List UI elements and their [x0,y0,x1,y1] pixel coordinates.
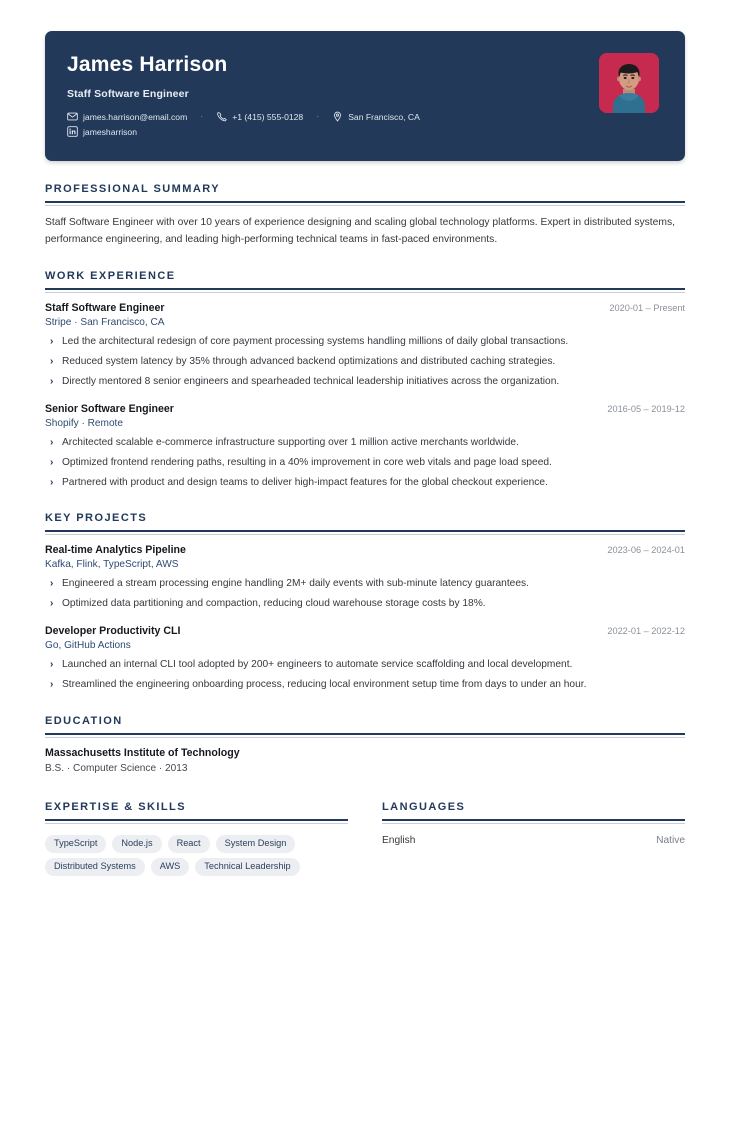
entry-role: Staff Software Engineer [45,302,165,315]
section-work-experience [45,270,685,490]
section-skills [45,801,348,876]
work-entry [45,302,685,389]
section-rule [45,288,685,293]
bullet-item [45,475,685,491]
project-entry [45,625,685,693]
chevron-right-icon: › [50,598,54,610]
section-rule [45,530,685,535]
contact-phone[interactable] [216,111,303,122]
chevron-right-icon: › [50,376,54,388]
contact-location [332,111,420,122]
contact-phone-text: +1 (415) 555-0128 [232,111,304,122]
entry-bullets [45,435,685,490]
bullet-text: Launched an internal CLI tool adopted by 200+ engineers to automate service scaffolding and local development. [62,658,573,670]
entry-bullets [45,334,685,389]
chevron-right-icon: › [50,658,54,670]
skill-pill: Technical Leadership [195,858,299,876]
language-name: English [382,834,416,846]
section-title-education: EDUCATION [45,714,123,727]
bullet-text: Architected scalable e-commerce infrastructure supporting over 1 million active merchants worldwide. [62,436,519,448]
entry-header [45,403,685,415]
envelope-icon [67,111,78,122]
section-professional-summary [45,183,685,248]
bullet-text: Optimized data partitioning and compaction, reducing cloud warehouse storage costs by 18%. [62,598,486,610]
language-level: Native [656,834,685,846]
section-key-projects [45,512,685,692]
bullet-item [45,455,685,471]
contact-separator: · [200,111,204,122]
bullet-text: Engineered a stream processing engine handling 2M+ daily events with sub-minute latency guarantees. [62,578,529,590]
contact-email-text: james.harrison@email.com [83,111,188,122]
contact-separator-2: · [316,111,320,122]
section-title-projects: KEY PROJECTS [45,512,148,525]
section-education [45,715,685,774]
contact-row-secondary [67,126,581,137]
bullet-item [45,354,685,370]
entry-company: Shopify · Remote [45,417,123,429]
entry-tech: Go, GitHub Actions [45,639,131,651]
entry-dates: 2016-05 – 2019-12 [607,403,685,414]
entry-bullets [45,657,685,693]
location-pin-icon [332,111,343,122]
section-languages [382,801,685,876]
work-entry [45,403,685,490]
header-headline: Staff Software Engineer [67,88,189,101]
bullet-item [45,677,685,693]
entry-company: Stripe · San Francisco, CA [45,317,165,329]
section-title-summary: PROFESSIONAL SUMMARY [45,183,221,196]
resume-header [45,31,685,161]
bullet-text: Directly mentored 8 senior engineers and spearheaded technical leadership initiatives across the organization. [62,376,560,388]
skill-pill: Distributed Systems [45,858,145,876]
skill-pill-list [45,835,348,876]
chevron-right-icon: › [50,336,54,348]
section-rule [45,201,685,206]
language-row [382,835,685,846]
entry-header [45,302,685,314]
bottom-columns [45,801,685,876]
chevron-right-icon: › [50,678,54,690]
contact-linkedin-text: jamesharrison [83,126,137,137]
bullet-text: Led the architectural redesign of core payment processing systems handling millions of daily global transactions. [62,336,569,348]
contact-location-text: San Francisco, CA [348,111,420,122]
section-title-languages: LANGUAGES [382,800,466,813]
bullet-text: Partnered with product and design teams to deliver high-impact features for the global checkout experience. [62,476,548,488]
entry-bullets [45,576,685,612]
contact-row-primary [67,111,581,122]
summary-text: Staff Software Engineer with over 10 years of experience designing and scaling global technology platforms. Expert in distributed systems, performance engineering, and leading high-performing technical teams in fast-paced environments. [45,217,675,245]
bullet-text: Streamlined the engineering onboarding process, reducing local environment setup time from days to under an hour. [62,678,587,690]
contact-email[interactable] [67,111,187,122]
chevron-right-icon: › [50,356,54,368]
bullet-text: Reduced system latency by 35% through advanced backend optimizations and distributed caching strategies. [62,356,556,368]
skill-pill: AWS [151,858,190,876]
entry-tech: Kafka, Flink, TypeScript, AWS [45,559,179,571]
bullet-item [45,576,685,592]
bullet-text: Optimized frontend rendering paths, resulting in a 40% improvement in core web vitals and page load speed. [62,456,552,468]
education-entry [45,747,685,774]
chevron-right-icon: › [50,456,54,468]
bullet-item [45,374,685,390]
header-left [67,53,581,141]
chevron-right-icon: › [50,578,54,590]
section-rule [45,819,348,824]
section-title-work: WORK EXPERIENCE [45,270,176,283]
entry-header [45,544,685,556]
avatar [599,53,659,113]
contact-linkedin[interactable] [67,126,137,137]
entry-role: Developer Productivity CLI [45,624,181,637]
project-entry [45,544,685,612]
entry-dates: 2023-06 – 2024-01 [607,545,685,556]
bullet-item [45,657,685,673]
bullet-item [45,596,685,612]
entry-role: Real-time Analytics Pipeline [45,544,186,557]
entry-role: Senior Software Engineer [45,402,174,415]
phone-icon [216,111,227,122]
skill-pill: System Design [216,835,296,853]
entry-header [45,625,685,637]
skill-pill: Node.js [112,835,161,853]
education-detail: B.S. · Computer Science · 2013 [45,762,188,774]
skill-pill: TypeScript [45,835,106,853]
section-title-skills: EXPERTISE & SKILLS [45,800,187,813]
page-title: James Harrison [67,53,228,76]
education-school: Massachusetts Institute of Technology [45,746,240,759]
contact-block [67,111,581,137]
chevron-right-icon: › [50,476,54,488]
section-rule [45,733,685,738]
linkedin-icon [67,126,78,137]
skill-pill: React [168,835,210,853]
entry-dates: 2020-01 – Present [609,303,685,314]
section-rule [382,819,685,824]
chevron-right-icon: › [50,436,54,448]
bullet-item [45,334,685,350]
entry-dates: 2022-01 – 2022-12 [607,625,685,636]
bullet-item [45,435,685,451]
